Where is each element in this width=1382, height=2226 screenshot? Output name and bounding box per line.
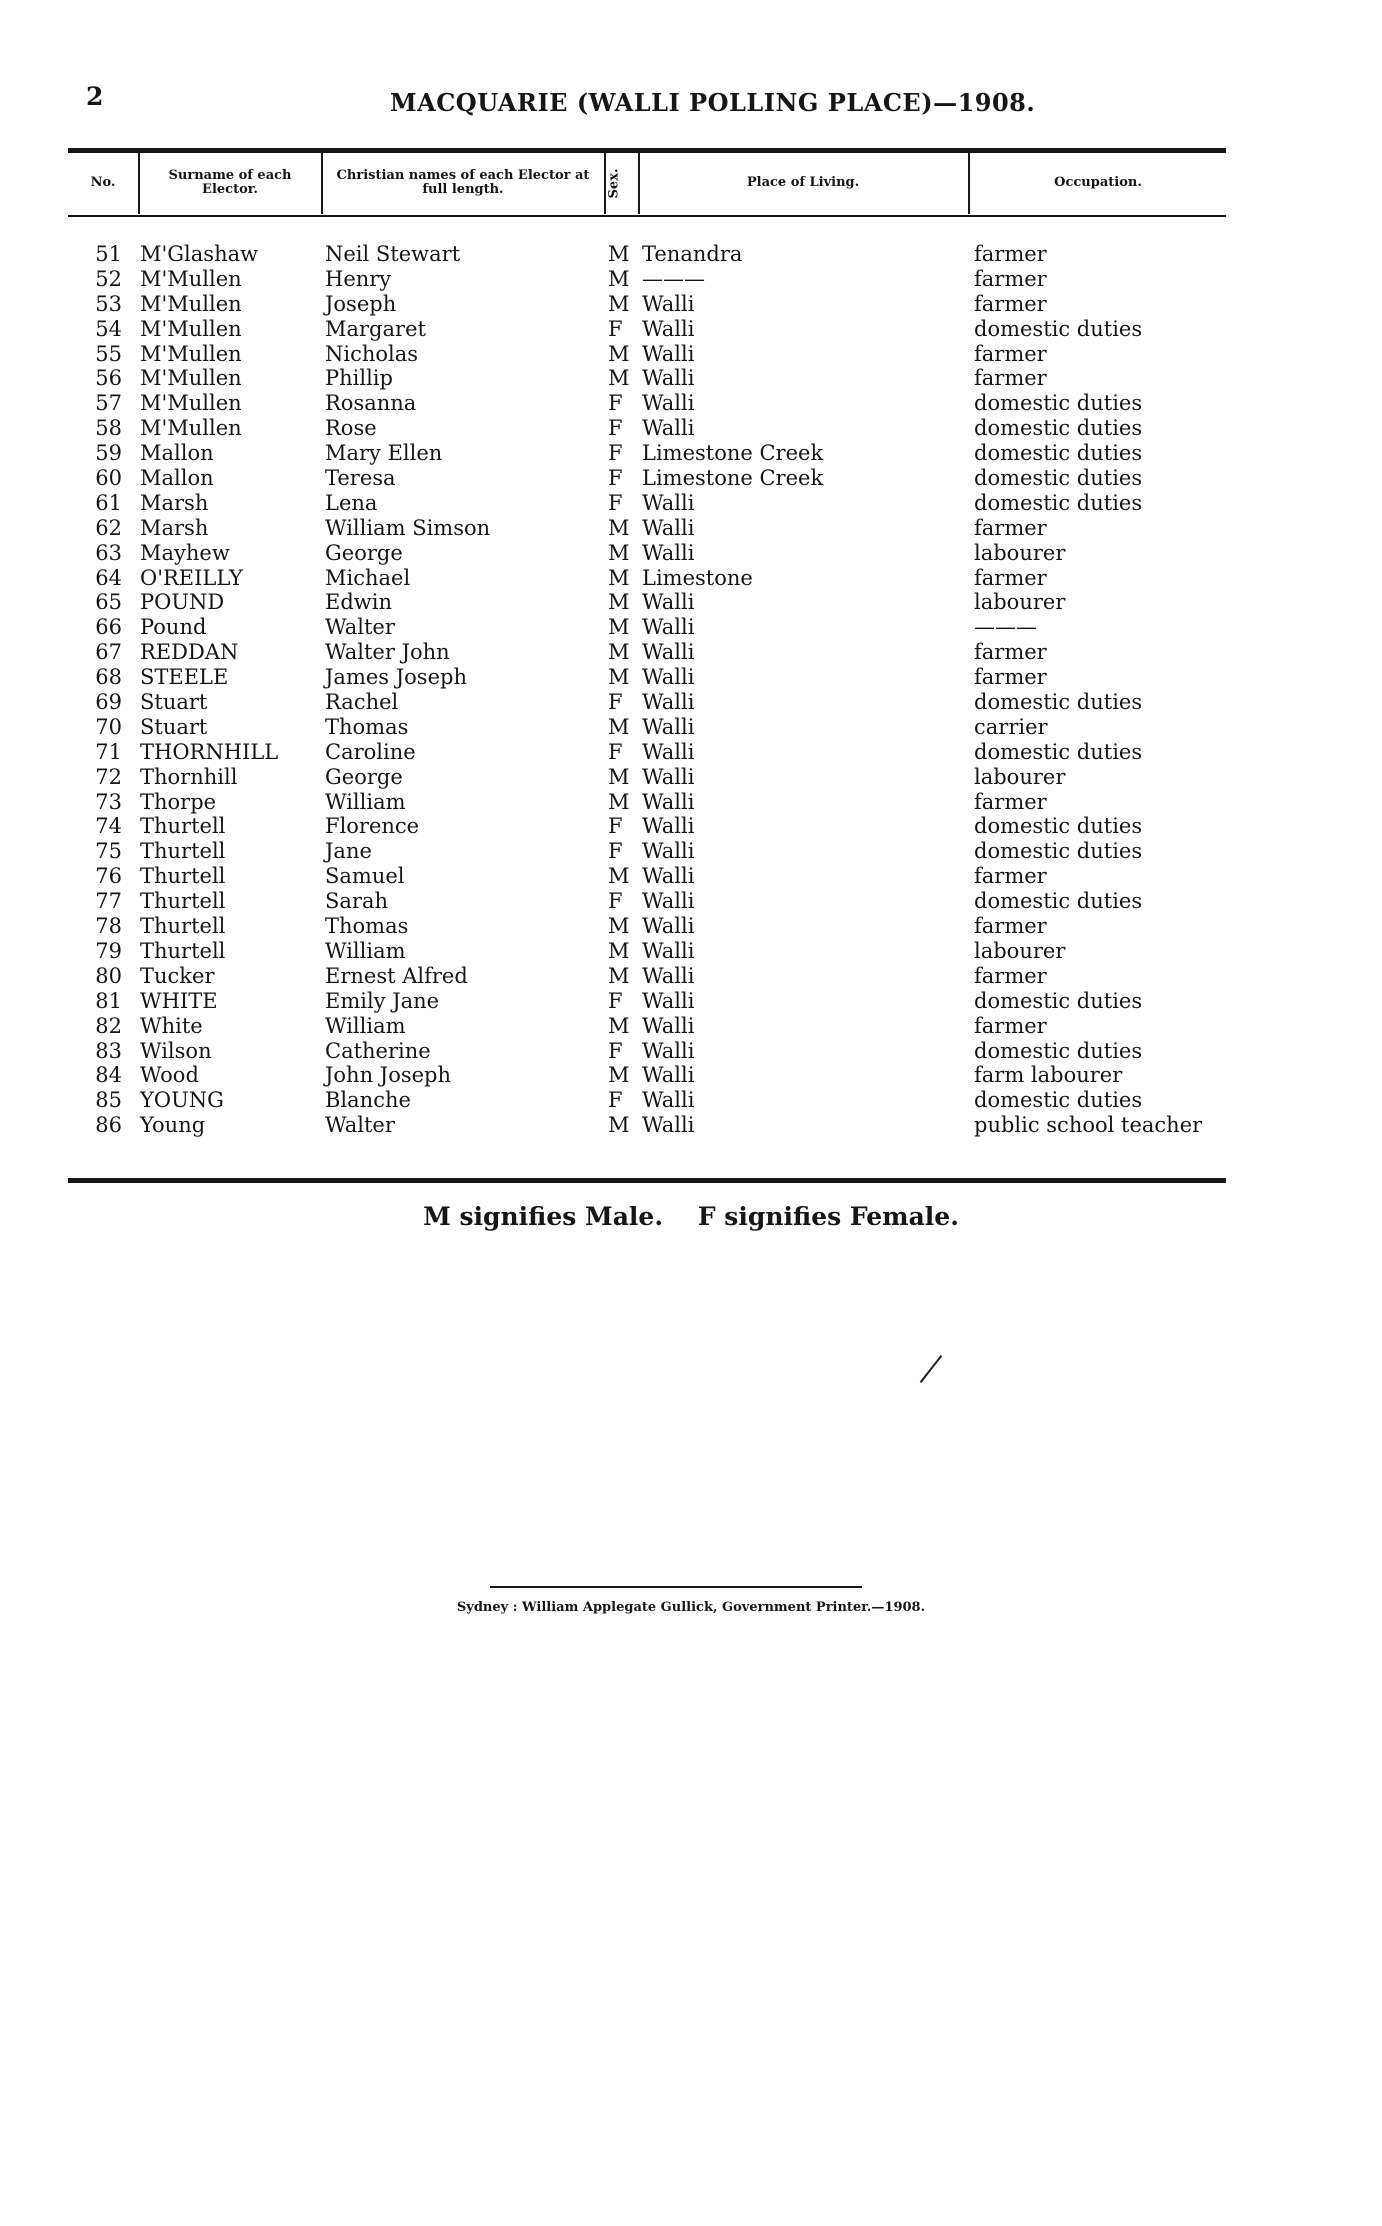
column-header-occupation: Occupation. [1054, 175, 1142, 190]
elector-christian-names: Rosanna [325, 391, 417, 416]
elector-place-of-living: Walli [642, 391, 695, 416]
elector-surname: Thurtell [140, 839, 226, 864]
elector-christian-names: Neil Stewart [325, 242, 461, 266]
table-row [0, 939, 1382, 964]
elector-sex: F [608, 441, 623, 466]
table-row [0, 1063, 1382, 1088]
elector-occupation: domestic duties [974, 441, 1143, 466]
elector-occupation: domestic duties [974, 391, 1143, 416]
elector-christian-names: William [325, 1013, 406, 1038]
elector-christian-names: Caroline [325, 739, 416, 764]
elector-occupation: farmer [974, 565, 1047, 590]
elector-occupation: labourer [974, 938, 1066, 963]
elector-number: 80 [95, 963, 122, 988]
elector-surname: Pound [140, 615, 207, 640]
elector-occupation: labourer [974, 590, 1066, 615]
elector-christian-names: William Simson [325, 515, 491, 540]
elector-surname: Marsh [140, 515, 209, 540]
elector-surname: M'Mullen [140, 266, 242, 291]
elector-christian-names: Samuel [325, 864, 405, 889]
elector-sex: F [608, 1088, 623, 1113]
table-row [0, 1088, 1382, 1113]
elector-christian-names: Thomas [325, 914, 409, 939]
elector-occupation: domestic duties [974, 839, 1143, 864]
elector-sex: M [608, 565, 630, 590]
elector-number: 62 [95, 515, 122, 540]
table-row [0, 292, 1382, 317]
table-row [0, 566, 1382, 591]
elector-sex: M [608, 640, 630, 665]
elector-place-of-living: Walli [642, 814, 695, 839]
elector-christian-names: Nicholas [325, 341, 419, 366]
column-header-sex-text: Sex. [606, 168, 622, 198]
table-row [0, 541, 1382, 566]
table-bottom-rule [68, 1178, 1226, 1183]
table-row [0, 715, 1382, 740]
elector-place-of-living: Walli [642, 714, 695, 739]
table-row [0, 839, 1382, 864]
elector-sex: M [608, 938, 630, 963]
table-row [0, 690, 1382, 715]
table-row [0, 267, 1382, 292]
elector-place-of-living: Limestone [642, 565, 753, 590]
elector-surname: Young [140, 1113, 206, 1138]
elector-surname: Thornhill [140, 764, 238, 789]
elector-place-of-living: Walli [642, 615, 695, 640]
elector-number: 64 [95, 565, 122, 590]
elector-surname: Mallon [140, 466, 214, 491]
elector-place-of-living: Walli [642, 1088, 695, 1113]
elector-christian-names: Edwin [325, 590, 392, 615]
elector-number: 55 [95, 341, 122, 366]
elector-surname: YOUNG [140, 1088, 224, 1113]
column-header-no: No. [90, 175, 116, 190]
column-header-surname: Surname of each Elector. [168, 168, 292, 197]
elector-place-of-living: Walli [642, 665, 695, 690]
elector-place-of-living: Walli [642, 1013, 695, 1038]
elector-number: 54 [95, 316, 122, 341]
elector-list [0, 242, 1382, 1138]
elector-number: 72 [95, 764, 122, 789]
elector-place-of-living: Walli [642, 341, 695, 366]
elector-christian-names: Walter [325, 615, 395, 640]
table-row [0, 242, 1382, 267]
page-title: MACQUARIE (WALLI POLLING PLACE)—1908. [390, 88, 1036, 117]
column-header-christian: Christian names of each Elector at full length. [336, 168, 590, 197]
elector-occupation: domestic duties [974, 316, 1143, 341]
elector-occupation: farmer [974, 366, 1047, 391]
elector-surname: O'REILLY [140, 565, 243, 590]
elector-occupation: farm labourer [974, 1063, 1123, 1088]
elector-sex: F [608, 416, 623, 441]
elector-sex: F [608, 988, 623, 1013]
elector-surname: Thurtell [140, 938, 226, 963]
elector-occupation: domestic duties [974, 466, 1143, 491]
table-row [0, 814, 1382, 839]
elector-surname: M'Mullen [140, 291, 242, 316]
elector-number: 51 [95, 242, 122, 266]
elector-place-of-living: Walli [642, 540, 695, 565]
table-row [0, 516, 1382, 541]
printer-rule [490, 1586, 862, 1588]
elector-occupation: farmer [974, 789, 1047, 814]
elector-sex: M [608, 540, 630, 565]
elector-number: 70 [95, 714, 122, 739]
elector-number: 86 [95, 1113, 122, 1138]
elector-place-of-living: Walli [642, 789, 695, 814]
elector-occupation: labourer [974, 540, 1066, 565]
elector-christian-names: Thomas [325, 714, 409, 739]
elector-place-of-living: Walli [642, 839, 695, 864]
elector-christian-names: George [325, 540, 403, 565]
elector-christian-names: Ernest Alfred [325, 963, 468, 988]
table-row [0, 466, 1382, 491]
elector-place-of-living: Limestone Creek [642, 441, 824, 466]
elector-occupation: domestic duties [974, 416, 1143, 441]
elector-sex: F [608, 1038, 623, 1063]
table-row [0, 317, 1382, 342]
table-row [0, 615, 1382, 640]
elector-occupation: farmer [974, 515, 1047, 540]
elector-sex: M [608, 914, 630, 939]
elector-occupation: farmer [974, 341, 1047, 366]
elector-place-of-living: Tenandra [642, 242, 743, 266]
elector-surname: Stuart [140, 714, 208, 739]
printer-imprint: Sydney : William Applegate Gullick, Government Printer.—1908. [456, 1600, 926, 1615]
elector-sex: F [608, 391, 623, 416]
elector-surname: POUND [140, 590, 225, 615]
elector-number: 74 [95, 814, 122, 839]
elector-sex: M [608, 665, 630, 690]
table-row [0, 416, 1382, 441]
elector-place-of-living: Walli [642, 764, 695, 789]
elector-sex: M [608, 366, 630, 391]
elector-sex: M [608, 864, 630, 889]
elector-place-of-living: Walli [642, 963, 695, 988]
elector-place-of-living: Walli [642, 1063, 695, 1088]
table-row [0, 1014, 1382, 1039]
elector-number: 67 [95, 640, 122, 665]
elector-place-of-living: Walli [642, 515, 695, 540]
elector-christian-names: Lena [325, 490, 378, 515]
elector-place-of-living: Walli [642, 291, 695, 316]
table-row [0, 665, 1382, 690]
elector-place-of-living: Walli [642, 739, 695, 764]
elector-number: 77 [95, 889, 122, 914]
sex-legend: M signifies Male. F signifies Female. [423, 1202, 959, 1231]
elector-place-of-living: Walli [642, 938, 695, 963]
elector-number: 78 [95, 914, 122, 939]
elector-surname: Thurtell [140, 864, 226, 889]
elector-occupation: farmer [974, 242, 1047, 266]
elector-sex: M [608, 515, 630, 540]
elector-christian-names: Emily Jane [325, 988, 440, 1013]
elector-christian-names: Rachel [325, 690, 399, 715]
table-row [0, 491, 1382, 516]
elector-occupation: domestic duties [974, 1088, 1143, 1113]
elector-number: 79 [95, 938, 122, 963]
pencil-mark [920, 1355, 943, 1383]
elector-sex: M [608, 341, 630, 366]
elector-place-of-living: Walli [642, 889, 695, 914]
elector-surname: M'Mullen [140, 341, 242, 366]
elector-sex: F [608, 739, 623, 764]
elector-place-of-living: Walli [642, 988, 695, 1013]
elector-sex: F [608, 839, 623, 864]
table-row [0, 342, 1382, 367]
elector-number: 81 [95, 988, 122, 1013]
elector-sex: F [608, 466, 623, 491]
elector-occupation: public school teacher [974, 1113, 1203, 1138]
elector-surname: M'Mullen [140, 316, 242, 341]
elector-sex: M [608, 789, 630, 814]
elector-number: 63 [95, 540, 122, 565]
elector-number: 71 [95, 739, 122, 764]
elector-surname: Marsh [140, 490, 209, 515]
elector-number: 53 [95, 291, 122, 316]
elector-place-of-living: Walli [642, 690, 695, 715]
elector-christian-names: George [325, 764, 403, 789]
elector-place-of-living: Walli [642, 490, 695, 515]
elector-number: 69 [95, 690, 122, 715]
elector-place-of-living: Walli [642, 366, 695, 391]
elector-occupation: farmer [974, 914, 1047, 939]
elector-occupation: farmer [974, 266, 1047, 291]
table-row [0, 740, 1382, 765]
elector-sex: M [608, 764, 630, 789]
table-row [0, 590, 1382, 615]
elector-occupation: domestic duties [974, 988, 1143, 1013]
table-row [0, 1113, 1382, 1138]
elector-number: 73 [95, 789, 122, 814]
elector-surname: THORNHILL [140, 739, 279, 764]
elector-surname: White [140, 1013, 203, 1038]
elector-sex: F [608, 690, 623, 715]
table-row [0, 640, 1382, 665]
elector-number: 82 [95, 1013, 122, 1038]
elector-place-of-living: Walli [642, 640, 695, 665]
elector-christian-names: John Joseph [325, 1063, 452, 1088]
elector-christian-names: Catherine [325, 1038, 431, 1063]
elector-number: 52 [95, 266, 122, 291]
elector-place-of-living: Walli [642, 590, 695, 615]
elector-occupation: farmer [974, 963, 1047, 988]
elector-sex: M [608, 1113, 630, 1138]
elector-number: 76 [95, 864, 122, 889]
elector-surname: Thurtell [140, 814, 226, 839]
elector-sex: M [608, 266, 630, 291]
elector-number: 85 [95, 1088, 122, 1113]
elector-number: 65 [95, 590, 122, 615]
elector-sex: M [608, 714, 630, 739]
table-row [0, 964, 1382, 989]
elector-surname: STEELE [140, 665, 229, 690]
elector-number: 66 [95, 615, 122, 640]
elector-number: 59 [95, 441, 122, 466]
elector-occupation: domestic duties [974, 814, 1143, 839]
elector-christian-names: Phillip [325, 366, 393, 391]
elector-surname: M'Mullen [140, 416, 242, 441]
elector-christian-names: James Joseph [325, 665, 467, 690]
elector-occupation: domestic duties [974, 1038, 1143, 1063]
elector-sex: F [608, 316, 623, 341]
elector-place-of-living: Walli [642, 416, 695, 441]
elector-sex: M [608, 1063, 630, 1088]
elector-christian-names: Walter John [325, 640, 450, 665]
elector-sex: M [608, 291, 630, 316]
elector-number: 68 [95, 665, 122, 690]
elector-place-of-living: Walli [642, 864, 695, 889]
elector-christian-names: Rose [325, 416, 377, 441]
elector-place-of-living: Walli [642, 1113, 695, 1138]
elector-sex: F [608, 814, 623, 839]
elector-christian-names: William [325, 789, 406, 814]
elector-occupation: farmer [974, 864, 1047, 889]
elector-number: 84 [95, 1063, 122, 1088]
elector-surname: Thorpe [140, 789, 217, 814]
elector-number: 83 [95, 1038, 122, 1063]
table-row [0, 391, 1382, 416]
elector-surname: Stuart [140, 690, 208, 715]
elector-occupation: domestic duties [974, 739, 1143, 764]
elector-occupation: farmer [974, 1013, 1047, 1038]
elector-surname: WHITE [140, 988, 218, 1013]
elector-occupation: domestic duties [974, 889, 1143, 914]
elector-occupation: carrier [974, 714, 1048, 739]
elector-christian-names: Teresa [325, 466, 396, 491]
elector-place-of-living: Walli [642, 914, 695, 939]
elector-surname: M'Mullen [140, 366, 242, 391]
elector-number: 56 [95, 366, 122, 391]
elector-number: 57 [95, 391, 122, 416]
elector-occupation: domestic duties [974, 490, 1143, 515]
elector-christian-names: William [325, 938, 406, 963]
elector-christian-names: Walter [325, 1113, 395, 1138]
elector-sex: M [608, 615, 630, 640]
elector-surname: M'Mullen [140, 391, 242, 416]
elector-christian-names: Henry [325, 266, 392, 291]
page-number: 2 [86, 82, 104, 111]
elector-occupation: farmer [974, 291, 1047, 316]
table-row [0, 914, 1382, 939]
elector-surname: Wood [140, 1063, 199, 1088]
elector-surname: REDDAN [140, 640, 239, 665]
column-header-sex [604, 165, 624, 201]
elector-sex: F [608, 889, 623, 914]
elector-surname: M'Glashaw [140, 242, 259, 266]
elector-christian-names: Florence [325, 814, 420, 839]
column-header-place: Place of Living. [746, 175, 860, 190]
header-bottom-rule [68, 215, 1226, 217]
elector-number: 60 [95, 466, 122, 491]
table-row [0, 989, 1382, 1014]
elector-christian-names: Margaret [325, 316, 426, 341]
table-row [0, 864, 1382, 889]
elector-occupation: farmer [974, 640, 1047, 665]
elector-place-of-living: Walli [642, 316, 695, 341]
elector-number: 75 [95, 839, 122, 864]
elector-number: 58 [95, 416, 122, 441]
table-row [0, 441, 1382, 466]
elector-occupation: ——— [974, 615, 1037, 640]
elector-sex: F [608, 490, 623, 515]
elector-surname: Thurtell [140, 889, 226, 914]
elector-christian-names: Sarah [325, 889, 388, 914]
elector-surname: Tucker [140, 963, 215, 988]
elector-surname: Mallon [140, 441, 214, 466]
table-row [0, 1039, 1382, 1064]
table-row [0, 889, 1382, 914]
table-row [0, 765, 1382, 790]
elector-sex: M [608, 963, 630, 988]
elector-place-of-living: Limestone Creek [642, 466, 824, 491]
elector-surname: Thurtell [140, 914, 226, 939]
elector-christian-names: Michael [325, 565, 411, 590]
elector-sex: M [608, 590, 630, 615]
elector-occupation: farmer [974, 665, 1047, 690]
elector-occupation: domestic duties [974, 690, 1143, 715]
table-row [0, 366, 1382, 391]
table-row [0, 790, 1382, 815]
elector-occupation: labourer [974, 764, 1066, 789]
elector-place-of-living: Walli [642, 1038, 695, 1063]
elector-surname: Wilson [140, 1038, 212, 1063]
elector-sex: M [608, 1013, 630, 1038]
elector-christian-names: Mary Ellen [325, 441, 443, 466]
elector-christian-names: Blanche [325, 1088, 411, 1113]
elector-sex: M [608, 242, 630, 266]
elector-christian-names: Jane [325, 839, 372, 864]
elector-number: 61 [95, 490, 122, 515]
elector-christian-names: Joseph [325, 291, 397, 316]
elector-surname: Mayhew [140, 540, 230, 565]
elector-place-of-living: ——— [642, 266, 705, 291]
